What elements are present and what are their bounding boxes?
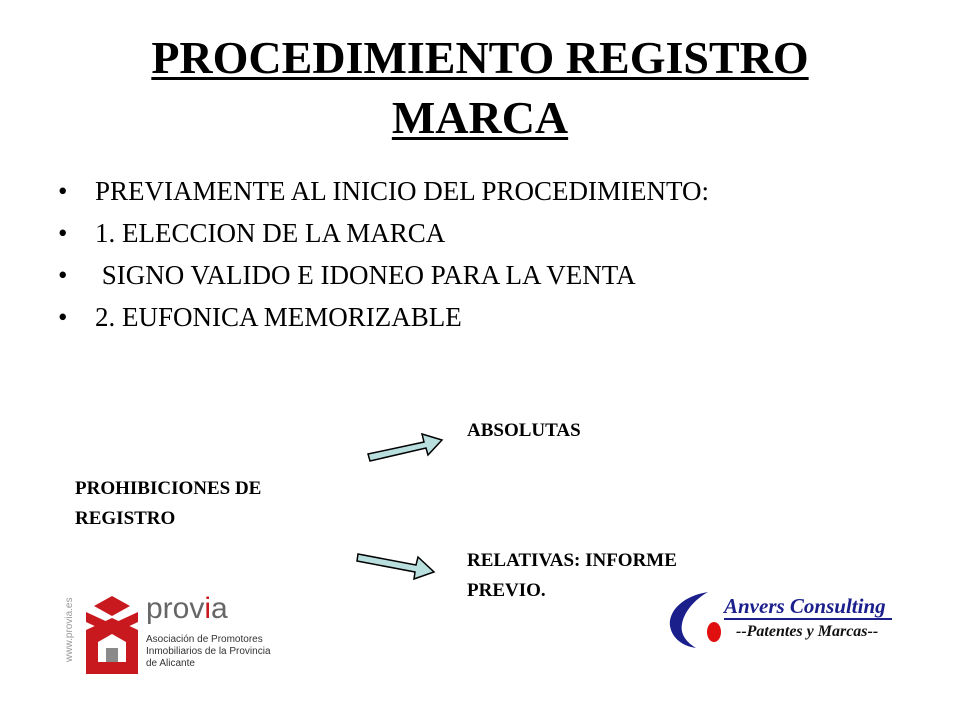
bullet-marker: • <box>58 260 68 290</box>
prohibiciones-label <box>75 474 261 534</box>
anvers-divider <box>724 618 892 620</box>
provia-wordmark: provia <box>146 592 228 625</box>
bullet-text: 2. EUFONICA MEMORIZABLE <box>95 302 462 332</box>
arrow-to-relativas-icon <box>352 546 442 586</box>
provia-house-icon <box>82 596 142 674</box>
relativas-line-1: RELATIVAS: INFORME <box>467 550 677 571</box>
prohibiciones-line-1: PROHIBICIONES DE <box>75 478 262 499</box>
bullet-text: PREVIAMENTE AL INICIO DEL PROCEDIMIENTO: <box>95 176 709 206</box>
title-line-2: MARCA <box>391 92 569 143</box>
title-line-1: PROCEDIMIENTO REGISTRO <box>151 32 809 83</box>
bullet-marker: • <box>58 218 68 248</box>
arrow-to-absolutas-icon <box>360 420 450 470</box>
provia-website: www.provia.es <box>64 597 75 663</box>
provia-description: Asociación de Promotores Inmobiliarios de la Provincia de Alicante <box>146 634 271 669</box>
anvers-consulting-logo <box>668 590 898 652</box>
bullet-text: 1. ELECCION DE LA MARCA <box>95 218 446 248</box>
absolutas-label: ABSOLUTAS <box>467 420 581 441</box>
provia-logo <box>64 588 284 678</box>
slide-title <box>40 28 920 148</box>
bullet-item <box>58 170 709 212</box>
bullet-marker: • <box>58 176 68 206</box>
bullet-text: SIGNO VALIDO E IDONEO PARA LA VENTA <box>95 260 636 290</box>
relativas-line-2: PREVIO. <box>467 580 546 601</box>
bullet-item <box>58 212 709 254</box>
bullet-item <box>58 254 709 296</box>
relativas-label <box>467 546 677 606</box>
bullet-list <box>58 170 709 338</box>
anvers-name: Anvers Consulting <box>724 594 886 618</box>
bullet-item <box>58 296 709 338</box>
anvers-tagline: --Patentes y Marcas-- <box>736 623 879 640</box>
anvers-emblem-icon <box>668 590 724 652</box>
bullet-marker: • <box>58 302 68 332</box>
prohibiciones-line-2: REGISTRO <box>75 508 176 529</box>
